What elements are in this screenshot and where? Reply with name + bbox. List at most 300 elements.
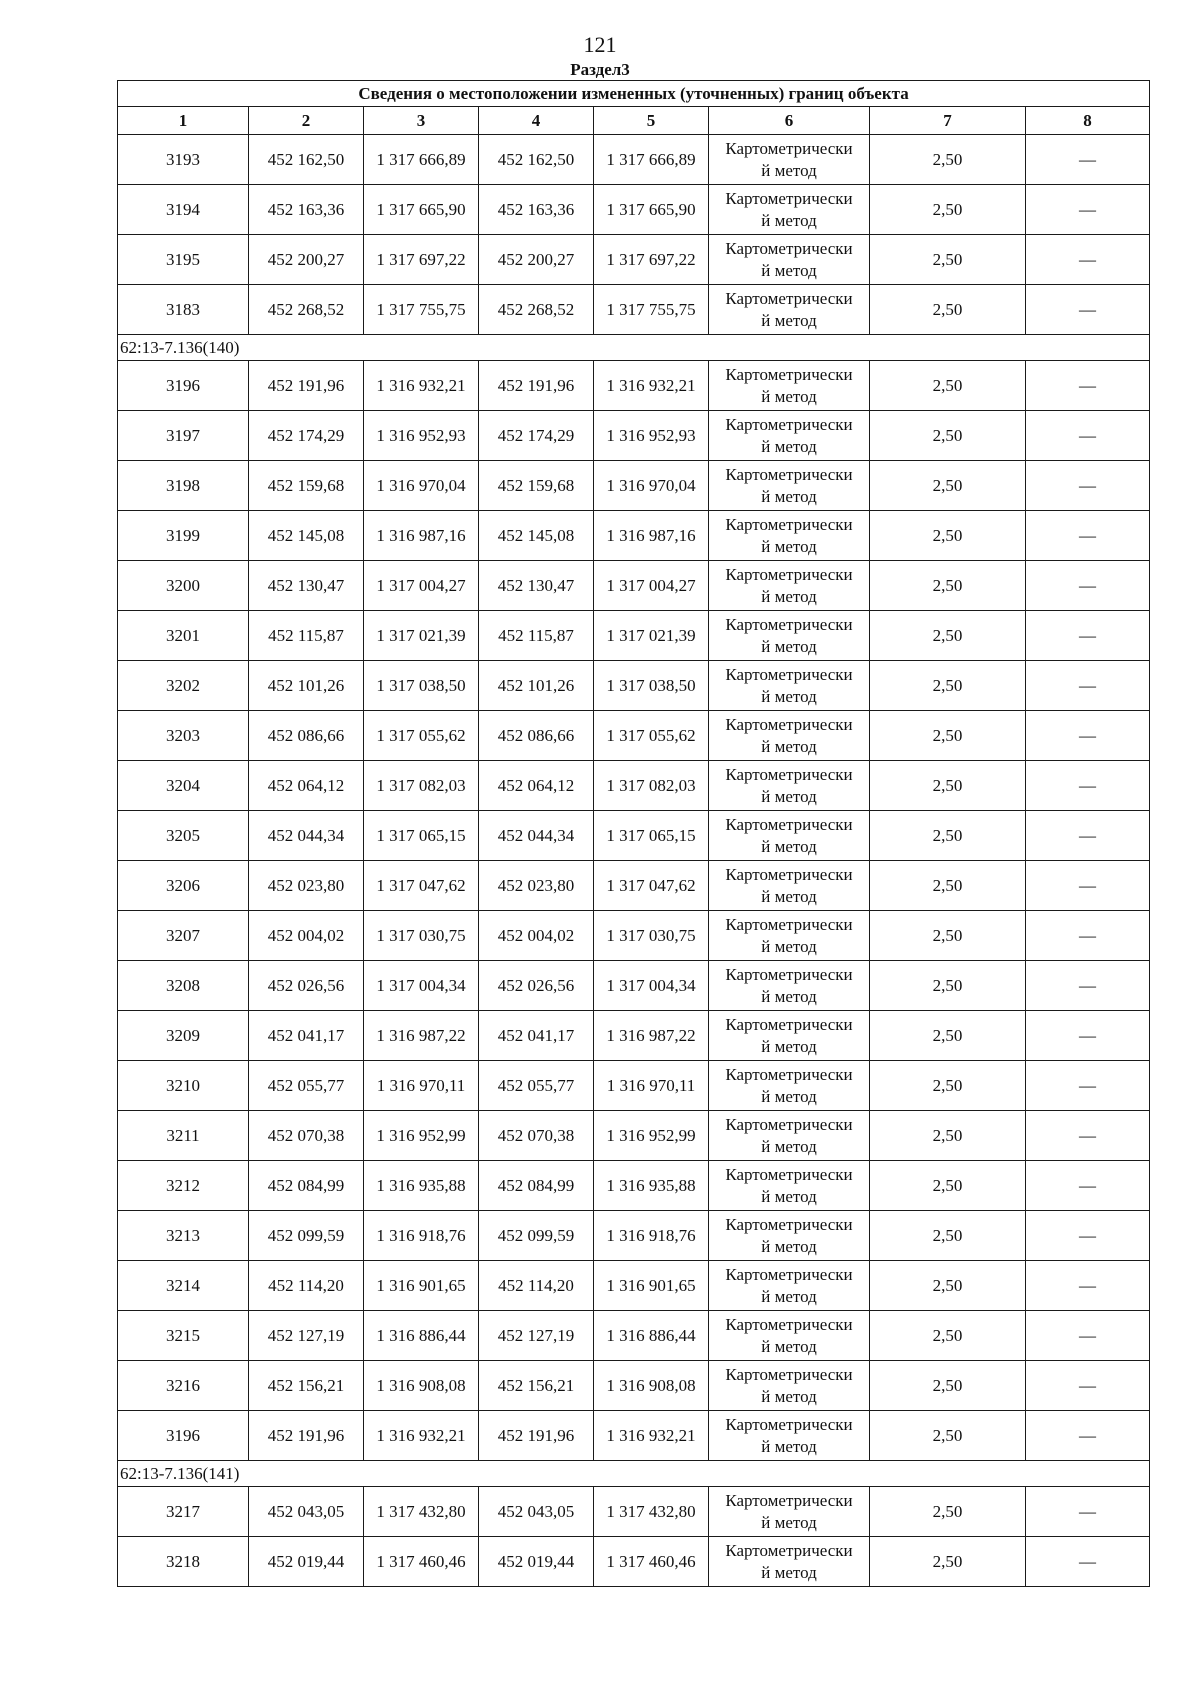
method-line-1: Картометрически — [725, 764, 853, 784]
new-x-coordinate: 452 163,36 — [479, 185, 594, 235]
section-title: Раздел3 — [570, 60, 630, 79]
method-line-2: й метод — [761, 1386, 817, 1406]
existing-x-coordinate: 452 268,52 — [249, 285, 364, 335]
dash-value: — — [1026, 711, 1150, 761]
accuracy-value: 2,50 — [870, 1361, 1026, 1411]
table-row — [118, 185, 1150, 235]
table-row — [118, 1111, 1150, 1161]
new-x-coordinate: 452 099,59 — [479, 1211, 594, 1261]
dash-value: — — [1026, 461, 1150, 511]
method-line-2: й метод — [761, 1186, 817, 1206]
accuracy-value: 2,50 — [870, 511, 1026, 561]
table-row — [118, 235, 1150, 285]
method-line-2: й метод — [761, 986, 817, 1006]
table-row — [118, 461, 1150, 511]
determination-method — [709, 511, 870, 561]
accuracy-value: 2,50 — [870, 761, 1026, 811]
accuracy-value: 2,50 — [870, 611, 1026, 661]
point-number: 3196 — [118, 1411, 249, 1461]
new-y-coordinate: 1 317 697,22 — [594, 235, 709, 285]
method-line-1: Картометрически — [725, 1064, 853, 1084]
existing-y-coordinate: 1 317 004,27 — [364, 561, 479, 611]
method-line-1: Картометрически — [725, 414, 853, 434]
point-number: 3197 — [118, 411, 249, 461]
method-line-2: й метод — [761, 686, 817, 706]
method-line-2: й метод — [761, 386, 817, 406]
accuracy-value: 2,50 — [870, 1011, 1026, 1061]
point-number: 3217 — [118, 1487, 249, 1537]
method-line-2: й метод — [761, 260, 817, 280]
point-number: 3208 — [118, 961, 249, 1011]
new-y-coordinate: 1 316 952,93 — [594, 411, 709, 461]
determination-method — [709, 1361, 870, 1411]
point-number: 3196 — [118, 361, 249, 411]
existing-x-coordinate: 452 156,21 — [249, 1361, 364, 1411]
point-number: 3214 — [118, 1261, 249, 1311]
accuracy-value: 2,50 — [870, 1411, 1026, 1461]
new-y-coordinate: 1 316 970,04 — [594, 461, 709, 511]
method-line-2: й метод — [761, 786, 817, 806]
determination-method — [709, 361, 870, 411]
new-x-coordinate: 452 070,38 — [479, 1111, 594, 1161]
dash-value: — — [1026, 1487, 1150, 1537]
existing-x-coordinate: 452 191,96 — [249, 1411, 364, 1461]
method-line-2: й метод — [761, 736, 817, 756]
dash-value: — — [1026, 611, 1150, 661]
dash-value: — — [1026, 1011, 1150, 1061]
new-y-coordinate: 1 317 666,89 — [594, 135, 709, 185]
method-line-1: Картометрически — [725, 564, 853, 584]
new-y-coordinate: 1 316 987,22 — [594, 1011, 709, 1061]
existing-y-coordinate: 1 316 970,11 — [364, 1061, 479, 1111]
determination-method — [709, 761, 870, 811]
parcel-group-label: 62:13-7.136(141) — [118, 1461, 1150, 1487]
determination-method — [709, 1261, 870, 1311]
determination-method — [709, 1537, 870, 1587]
new-x-coordinate: 452 086,66 — [479, 711, 594, 761]
method-line-1: Картометрически — [725, 1414, 853, 1434]
dash-value: — — [1026, 1311, 1150, 1361]
existing-x-coordinate: 452 145,08 — [249, 511, 364, 561]
existing-y-coordinate: 1 317 082,03 — [364, 761, 479, 811]
new-x-coordinate: 452 084,99 — [479, 1161, 594, 1211]
method-line-1: Картометрически — [725, 138, 853, 158]
table-row — [118, 511, 1150, 561]
method-line-2: й метод — [761, 1086, 817, 1106]
point-number: 3203 — [118, 711, 249, 761]
accuracy-value: 2,50 — [870, 811, 1026, 861]
method-line-2: й метод — [761, 536, 817, 556]
method-line-1: Картометрически — [725, 364, 853, 384]
existing-y-coordinate: 1 316 932,21 — [364, 361, 479, 411]
point-number: 3210 — [118, 1061, 249, 1111]
accuracy-value: 2,50 — [870, 1311, 1026, 1361]
determination-method — [709, 135, 870, 185]
new-x-coordinate: 452 156,21 — [479, 1361, 594, 1411]
method-line-2: й метод — [761, 1136, 817, 1156]
dash-value: — — [1026, 511, 1150, 561]
point-number: 3200 — [118, 561, 249, 611]
dash-value: — — [1026, 861, 1150, 911]
existing-y-coordinate: 1 317 755,75 — [364, 285, 479, 335]
existing-y-coordinate: 1 317 065,15 — [364, 811, 479, 861]
dash-value: — — [1026, 285, 1150, 335]
new-x-coordinate: 452 200,27 — [479, 235, 594, 285]
determination-method — [709, 235, 870, 285]
new-y-coordinate: 1 317 030,75 — [594, 911, 709, 961]
new-y-coordinate: 1 316 901,65 — [594, 1261, 709, 1311]
existing-y-coordinate: 1 317 666,89 — [364, 135, 479, 185]
accuracy-value: 2,50 — [870, 285, 1026, 335]
accuracy-value: 2,50 — [870, 1487, 1026, 1537]
existing-y-coordinate: 1 316 935,88 — [364, 1161, 479, 1211]
existing-y-coordinate: 1 316 918,76 — [364, 1211, 479, 1261]
method-line-1: Картометрически — [725, 238, 853, 258]
determination-method — [709, 1211, 870, 1261]
existing-y-coordinate: 1 316 952,99 — [364, 1111, 479, 1161]
method-line-1: Картометрически — [725, 1164, 853, 1184]
new-y-coordinate: 1 316 932,21 — [594, 1411, 709, 1461]
accuracy-value: 2,50 — [870, 1537, 1026, 1587]
method-line-1: Картометрически — [725, 914, 853, 934]
new-x-coordinate: 452 115,87 — [479, 611, 594, 661]
method-line-1: Картометрически — [725, 714, 853, 734]
column-number: 3 — [364, 107, 479, 135]
method-line-1: Картометрически — [725, 864, 853, 884]
column-number: 6 — [709, 107, 870, 135]
new-y-coordinate: 1 317 038,50 — [594, 661, 709, 711]
new-x-coordinate: 452 004,02 — [479, 911, 594, 961]
column-number: 8 — [1026, 107, 1150, 135]
new-x-coordinate: 452 041,17 — [479, 1011, 594, 1061]
method-line-2: й метод — [761, 1512, 817, 1532]
existing-x-coordinate: 452 130,47 — [249, 561, 364, 611]
boundary-coordinates-table — [117, 80, 1150, 1587]
point-number: 3212 — [118, 1161, 249, 1211]
accuracy-value: 2,50 — [870, 711, 1026, 761]
new-x-coordinate: 452 023,80 — [479, 861, 594, 911]
existing-x-coordinate: 452 162,50 — [249, 135, 364, 185]
existing-y-coordinate: 1 317 665,90 — [364, 185, 479, 235]
existing-y-coordinate: 1 316 932,21 — [364, 1411, 479, 1461]
existing-y-coordinate: 1 316 987,16 — [364, 511, 479, 561]
new-x-coordinate: 452 145,08 — [479, 511, 594, 561]
new-x-coordinate: 452 191,96 — [479, 361, 594, 411]
point-number: 3198 — [118, 461, 249, 511]
existing-x-coordinate: 452 191,96 — [249, 361, 364, 411]
existing-y-coordinate: 1 317 021,39 — [364, 611, 479, 661]
existing-y-coordinate: 1 316 970,04 — [364, 461, 479, 511]
existing-y-coordinate: 1 317 047,62 — [364, 861, 479, 911]
table-row — [118, 1161, 1150, 1211]
method-line-2: й метод — [761, 310, 817, 330]
existing-y-coordinate: 1 316 952,93 — [364, 411, 479, 461]
existing-y-coordinate: 1 317 004,34 — [364, 961, 479, 1011]
dash-value: — — [1026, 411, 1150, 461]
new-x-coordinate: 452 174,29 — [479, 411, 594, 461]
existing-x-coordinate: 452 159,68 — [249, 461, 364, 511]
determination-method — [709, 411, 870, 461]
new-y-coordinate: 1 317 021,39 — [594, 611, 709, 661]
point-number: 3207 — [118, 911, 249, 961]
table-row — [118, 1011, 1150, 1061]
point-number: 3183 — [118, 285, 249, 335]
new-y-coordinate: 1 317 004,27 — [594, 561, 709, 611]
accuracy-value: 2,50 — [870, 361, 1026, 411]
method-line-2: й метод — [761, 1562, 817, 1582]
table-caption: Сведения о местоположении измененных (уточненных) границ объекта — [118, 81, 1150, 107]
point-number: 3211 — [118, 1111, 249, 1161]
new-y-coordinate: 1 316 918,76 — [594, 1211, 709, 1261]
existing-x-coordinate: 452 163,36 — [249, 185, 364, 235]
point-number: 3216 — [118, 1361, 249, 1411]
table-row — [118, 1261, 1150, 1311]
table-row — [118, 861, 1150, 911]
new-x-coordinate: 452 026,56 — [479, 961, 594, 1011]
table-row — [118, 761, 1150, 811]
table-row — [118, 1361, 1150, 1411]
method-line-2: й метод — [761, 1336, 817, 1356]
existing-x-coordinate: 452 044,34 — [249, 811, 364, 861]
method-line-1: Картометрически — [725, 1364, 853, 1384]
accuracy-value: 2,50 — [870, 661, 1026, 711]
table-row — [118, 811, 1150, 861]
existing-y-coordinate: 1 317 432,80 — [364, 1487, 479, 1537]
method-line-2: й метод — [761, 1436, 817, 1456]
new-y-coordinate: 1 316 886,44 — [594, 1311, 709, 1361]
table-row — [118, 1311, 1150, 1361]
existing-x-coordinate: 452 070,38 — [249, 1111, 364, 1161]
method-line-1: Картометрически — [725, 1490, 853, 1510]
determination-method — [709, 961, 870, 1011]
determination-method — [709, 561, 870, 611]
dash-value: — — [1026, 761, 1150, 811]
method-line-1: Картометрически — [725, 964, 853, 984]
existing-x-coordinate: 452 174,29 — [249, 411, 364, 461]
table-row — [118, 911, 1150, 961]
table-caption-row — [118, 81, 1150, 107]
method-line-2: й метод — [761, 886, 817, 906]
new-x-coordinate: 452 055,77 — [479, 1061, 594, 1111]
column-number-row — [118, 107, 1150, 135]
new-y-coordinate: 1 316 952,99 — [594, 1111, 709, 1161]
group-row — [118, 335, 1150, 361]
point-number: 3199 — [118, 511, 249, 561]
new-x-coordinate: 452 019,44 — [479, 1537, 594, 1587]
dash-value: — — [1026, 1061, 1150, 1111]
dash-value: — — [1026, 1111, 1150, 1161]
existing-x-coordinate: 452 200,27 — [249, 235, 364, 285]
method-line-2: й метод — [761, 1036, 817, 1056]
column-number: 7 — [870, 107, 1026, 135]
dash-value: — — [1026, 361, 1150, 411]
existing-x-coordinate: 452 055,77 — [249, 1061, 364, 1111]
table-row — [118, 411, 1150, 461]
new-y-coordinate: 1 317 065,15 — [594, 811, 709, 861]
new-x-coordinate: 452 159,68 — [479, 461, 594, 511]
table-row — [118, 561, 1150, 611]
dash-value: — — [1026, 811, 1150, 861]
point-number: 3215 — [118, 1311, 249, 1361]
method-line-1: Картометрически — [725, 1014, 853, 1034]
new-x-coordinate: 452 127,19 — [479, 1311, 594, 1361]
column-number: 4 — [479, 107, 594, 135]
determination-method — [709, 661, 870, 711]
dash-value: — — [1026, 561, 1150, 611]
dash-value: — — [1026, 1411, 1150, 1461]
existing-x-coordinate: 452 064,12 — [249, 761, 364, 811]
determination-method — [709, 285, 870, 335]
dash-value: — — [1026, 911, 1150, 961]
dash-value: — — [1026, 1261, 1150, 1311]
point-number: 3194 — [118, 185, 249, 235]
new-x-coordinate: 452 114,20 — [479, 1261, 594, 1311]
determination-method — [709, 1061, 870, 1111]
dash-value: — — [1026, 135, 1150, 185]
point-number: 3204 — [118, 761, 249, 811]
method-line-2: й метод — [761, 160, 817, 180]
determination-method — [709, 1161, 870, 1211]
new-y-coordinate: 1 317 082,03 — [594, 761, 709, 811]
accuracy-value: 2,50 — [870, 1211, 1026, 1261]
new-y-coordinate: 1 316 932,21 — [594, 361, 709, 411]
accuracy-value: 2,50 — [870, 1161, 1026, 1211]
dash-value: — — [1026, 1161, 1150, 1211]
table-row — [118, 1061, 1150, 1111]
accuracy-value: 2,50 — [870, 411, 1026, 461]
table-row — [118, 611, 1150, 661]
column-number: 5 — [594, 107, 709, 135]
existing-x-coordinate: 452 099,59 — [249, 1211, 364, 1261]
existing-y-coordinate: 1 317 697,22 — [364, 235, 479, 285]
accuracy-value: 2,50 — [870, 185, 1026, 235]
table-row — [118, 135, 1150, 185]
determination-method — [709, 711, 870, 761]
accuracy-value: 2,50 — [870, 561, 1026, 611]
existing-y-coordinate: 1 316 886,44 — [364, 1311, 479, 1361]
group-row — [118, 1461, 1150, 1487]
determination-method — [709, 1311, 870, 1361]
table-row — [118, 961, 1150, 1011]
table-row — [118, 1537, 1150, 1587]
new-y-coordinate: 1 316 908,08 — [594, 1361, 709, 1411]
method-line-2: й метод — [761, 436, 817, 456]
new-y-coordinate: 1 316 987,16 — [594, 511, 709, 561]
page-number: 121 — [583, 32, 617, 57]
point-number: 3202 — [118, 661, 249, 711]
existing-x-coordinate: 452 043,05 — [249, 1487, 364, 1537]
table-row — [118, 1487, 1150, 1537]
new-x-coordinate: 452 064,12 — [479, 761, 594, 811]
method-line-2: й метод — [761, 210, 817, 230]
method-line-2: й метод — [761, 1236, 817, 1256]
existing-x-coordinate: 452 115,87 — [249, 611, 364, 661]
point-number: 3195 — [118, 235, 249, 285]
new-x-coordinate: 452 044,34 — [479, 811, 594, 861]
existing-y-coordinate: 1 316 901,65 — [364, 1261, 479, 1311]
accuracy-value: 2,50 — [870, 1061, 1026, 1111]
new-x-coordinate: 452 130,47 — [479, 561, 594, 611]
determination-method — [709, 861, 870, 911]
determination-method — [709, 1411, 870, 1461]
point-number: 3206 — [118, 861, 249, 911]
method-line-1: Картометрически — [725, 1540, 853, 1560]
point-number: 3213 — [118, 1211, 249, 1261]
accuracy-value: 2,50 — [870, 1261, 1026, 1311]
determination-method — [709, 185, 870, 235]
new-y-coordinate: 1 317 004,34 — [594, 961, 709, 1011]
method-line-1: Картометрически — [725, 188, 853, 208]
new-y-coordinate: 1 316 935,88 — [594, 1161, 709, 1211]
existing-x-coordinate: 452 101,26 — [249, 661, 364, 711]
accuracy-value: 2,50 — [870, 911, 1026, 961]
dash-value: — — [1026, 235, 1150, 285]
determination-method — [709, 911, 870, 961]
determination-method — [709, 1487, 870, 1537]
existing-x-coordinate: 452 084,99 — [249, 1161, 364, 1211]
determination-method — [709, 1111, 870, 1161]
new-x-coordinate: 452 101,26 — [479, 661, 594, 711]
new-y-coordinate: 1 316 970,11 — [594, 1061, 709, 1111]
new-x-coordinate: 452 191,96 — [479, 1411, 594, 1461]
new-y-coordinate: 1 317 755,75 — [594, 285, 709, 335]
method-line-1: Картометрически — [725, 464, 853, 484]
table-row — [118, 1411, 1150, 1461]
table-row — [118, 361, 1150, 411]
new-y-coordinate: 1 317 055,62 — [594, 711, 709, 761]
accuracy-value: 2,50 — [870, 861, 1026, 911]
point-number: 3209 — [118, 1011, 249, 1061]
method-line-1: Картометрически — [725, 1314, 853, 1334]
determination-method — [709, 811, 870, 861]
dash-value: — — [1026, 1211, 1150, 1261]
method-line-1: Картометрически — [725, 1264, 853, 1284]
existing-y-coordinate: 1 316 908,08 — [364, 1361, 479, 1411]
method-line-2: й метод — [761, 586, 817, 606]
existing-x-coordinate: 452 114,20 — [249, 1261, 364, 1311]
table-row — [118, 1211, 1150, 1261]
existing-x-coordinate: 452 041,17 — [249, 1011, 364, 1061]
dash-value: — — [1026, 1537, 1150, 1587]
method-line-1: Картометрически — [725, 288, 853, 308]
point-number: 3205 — [118, 811, 249, 861]
new-y-coordinate: 1 317 460,46 — [594, 1537, 709, 1587]
method-line-2: й метод — [761, 486, 817, 506]
accuracy-value: 2,50 — [870, 961, 1026, 1011]
point-number: 3218 — [118, 1537, 249, 1587]
existing-x-coordinate: 452 086,66 — [249, 711, 364, 761]
method-line-1: Картометрически — [725, 1114, 853, 1134]
method-line-2: й метод — [761, 936, 817, 956]
determination-method — [709, 611, 870, 661]
new-x-coordinate: 452 268,52 — [479, 285, 594, 335]
existing-y-coordinate: 1 316 987,22 — [364, 1011, 479, 1061]
point-number: 3193 — [118, 135, 249, 185]
existing-x-coordinate: 452 019,44 — [249, 1537, 364, 1587]
dash-value: — — [1026, 1361, 1150, 1411]
determination-method — [709, 461, 870, 511]
column-number: 1 — [118, 107, 249, 135]
existing-x-coordinate: 452 004,02 — [249, 911, 364, 961]
existing-x-coordinate: 452 026,56 — [249, 961, 364, 1011]
method-line-2: й метод — [761, 636, 817, 656]
method-line-1: Картометрически — [725, 814, 853, 834]
method-line-2: й метод — [761, 836, 817, 856]
column-number: 2 — [249, 107, 364, 135]
table-row — [118, 285, 1150, 335]
new-x-coordinate: 452 162,50 — [479, 135, 594, 185]
new-y-coordinate: 1 317 665,90 — [594, 185, 709, 235]
